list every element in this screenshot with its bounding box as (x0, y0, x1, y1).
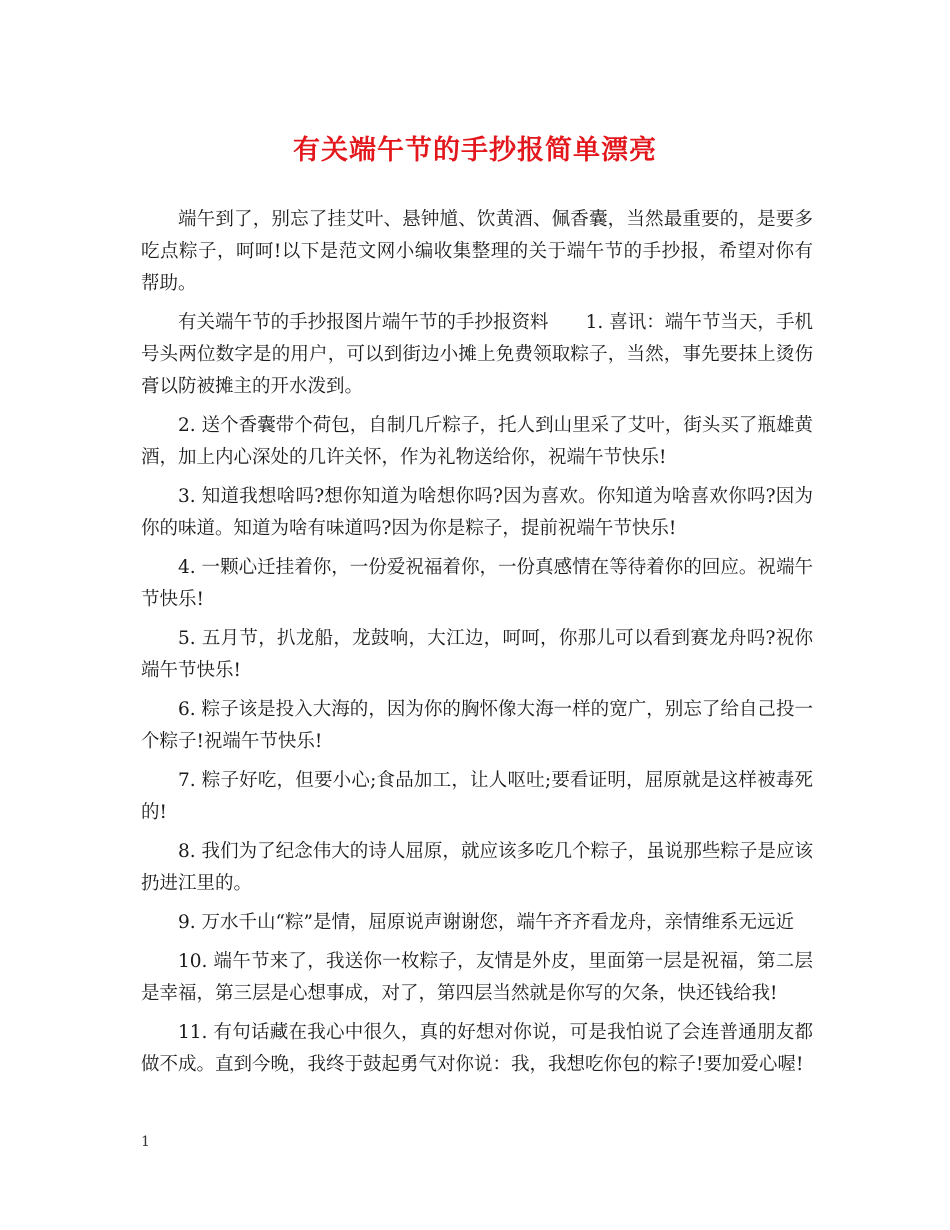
document-title: 有关端午节的手抄报简单漂亮 (293, 135, 657, 166)
paragraph-item-3: 3. 知道我想啥吗?想你知道为啥想你吗?因为喜欢。你知道为啥喜欢你吗?因为你的味道。知道为啥有味道吗?因为你是粽子，提前祝端午节快乐! (141, 486, 813, 539)
paragraph-item-2: 2. 送个香囊带个荷包，自制几斤粽子，托人到山里采了艾叶，街头买了瓶雄黄酒，加上内心深处的几许关怀，作为礼物送给你，祝端午节快乐! (141, 415, 813, 468)
paragraph-item-5: 5. 五月节，扒龙船，龙鼓响，大江边，呵呵，你那儿可以看到赛龙舟吗?祝你端午节快乐! (141, 628, 813, 681)
page-number: 1 (141, 1134, 150, 1150)
paragraph-item-6: 6. 粽子该是投入大海的，因为你的胸怀像大海一样的宽广，别忘了给自己投一个粽子!祝端午节快乐! (141, 699, 813, 752)
paragraph-item-11: 11. 有句话藏在我心中很久，真的好想对你说，可是我怕说了会连普通朋友都做不成。直到今晚，我终于鼓起勇气对你说：我，我想吃你包的粽子!要加爱心喔! (141, 1022, 813, 1075)
paragraph-intro: 端午到了，别忘了挂艾叶、悬钟馗、饮黄酒、佩香囊，当然最重要的，是要多吃点粽子，呵呵!以下是范文网小编收集整理的关于端午节的手抄报，希望对你有帮助。 (141, 209, 813, 294)
paragraph-item-4: 4. 一颗心迁挂着你，一份爱祝福着你，一份真感情在等待着你的回应。祝端午节快乐! (141, 557, 813, 610)
paragraph-item-1: 有关端午节的手抄报图片端午节的手抄报资料 1. 喜讯：端午节当天，手机号头两位数字是的用户，可以到街边小摊上免费领取粽子，当然，事先要抹上烫伤膏以防被摊主的开水泼到。 (141, 312, 813, 397)
paragraph-item-9: 9. 万水千山“粽”是情，屈原说声谢谢您，端午齐齐看龙舟，亲情维系无远近 (178, 912, 794, 933)
paragraph-item-10: 10. 端午节来了，我送你一枚粽子，友情是外皮，里面第一层是祝福，第二层是幸福，第三层是心想事成，对了，第四层当然就是你写的欠条，快还钱给我! (141, 951, 813, 1004)
paragraph-item-8: 8. 我们为了纪念伟大的诗人屈原，就应该多吃几个粽子，虽说那些粽子是应该扔进江里的。 (141, 841, 813, 894)
document-body (141, 204, 813, 1088)
paragraph-item-7: 7. 粽子好吃，但要小心;食品加工，让人呕吐;要看证明，屈原就是这样被毒死的! (141, 770, 813, 823)
